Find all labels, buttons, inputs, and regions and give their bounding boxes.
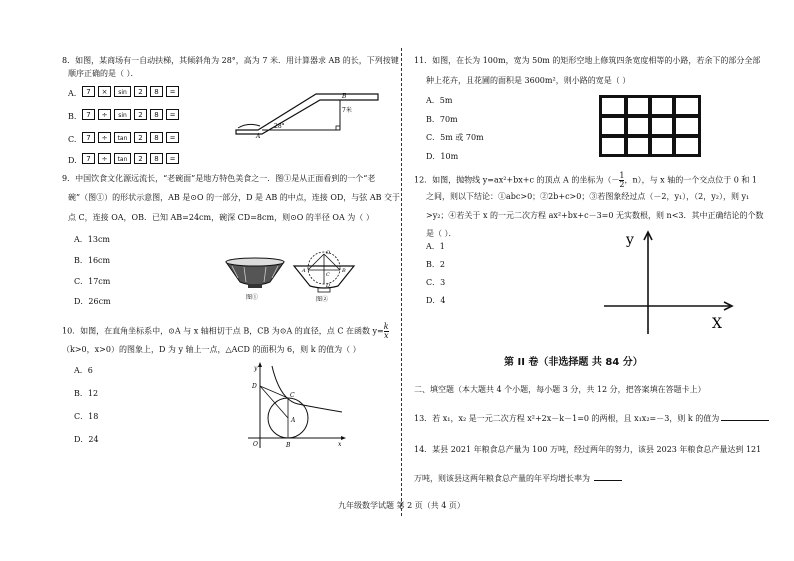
key-equals: = <box>166 153 179 164</box>
q8-stem-line1: 8．如图，某商场有一自动扶梯，其倾斜角为 28°，高为 7 米．用计算器求 AB 的长，下列按键 <box>62 56 399 65</box>
path-cell <box>676 138 698 154</box>
label-b: B <box>342 268 346 274</box>
label-a: A <box>291 417 296 424</box>
path-cell <box>628 98 648 114</box>
q12-frac-num: 1 <box>619 171 625 180</box>
q13-text: 13．若 x₁，x₂ 是一元二次方程 x²+2x－k－1=0 的两根，且 x₁x₂=－3，则 k 的值为 <box>414 414 720 423</box>
label-b: B <box>286 442 291 449</box>
path-cell <box>628 138 648 154</box>
segment-ob <box>324 254 340 270</box>
q9-option-b: B．16cm <box>74 256 111 265</box>
key-equals: = <box>166 132 179 143</box>
key-equals: = <box>166 109 179 120</box>
q9-option-d: D．26cm <box>74 297 111 306</box>
q12-option-a: A．1 <box>426 242 445 251</box>
key-2: 2 <box>134 153 147 164</box>
q12-stem-text-b: ，n），与 x 轴的一个交点位于 0 和 1 <box>624 175 758 185</box>
path-cell <box>676 98 698 114</box>
q10-option-c: C．18 <box>74 412 99 421</box>
key-divide: ÷ <box>98 153 111 164</box>
key-7: 7 <box>82 86 95 97</box>
escalator-angle-label: 28° <box>274 123 285 130</box>
path-cell <box>652 98 672 114</box>
path-cell <box>652 138 672 154</box>
q8-option-d-label: D. <box>68 156 77 165</box>
q8-option-a-label: A. <box>68 89 77 98</box>
axis-x-label: X <box>712 316 722 332</box>
q14-text: 万吨，则该县这两年粮食总产量的年平均增长率为 <box>414 474 590 483</box>
q12-stem-line4: 是（ ）． <box>426 229 457 238</box>
q9-circle-diagram <box>288 248 358 304</box>
q12-option-b: B．2 <box>426 260 445 269</box>
q9-option-a: A．13cm <box>74 235 111 244</box>
bowl-foot <box>248 284 262 288</box>
q12-option-d: D．4 <box>426 296 446 305</box>
key-7: 7 <box>82 153 95 164</box>
q10-option-b: B．12 <box>74 389 99 398</box>
q8-option-c-label: C. <box>68 135 77 144</box>
segment-dc <box>260 386 288 398</box>
q8-option-b-label: B. <box>68 112 77 121</box>
q10-fraction <box>384 323 389 340</box>
q9-fig1-caption: 图① <box>246 294 259 301</box>
q14-stem-line2 <box>414 474 622 484</box>
bowl-rim <box>226 258 284 266</box>
label-y: y <box>254 365 258 372</box>
q8-option-d-keys <box>82 153 179 164</box>
hyperbola-curve <box>272 366 342 412</box>
label-o: O <box>253 441 258 448</box>
q8-option-a-keys <box>82 86 179 97</box>
label-x: x <box>338 441 342 448</box>
q8-option-c-keys <box>82 132 179 143</box>
q8-option-b-keys <box>82 109 179 120</box>
escalator-height-label: 7米 <box>342 107 352 114</box>
q11-stem-line1: 11．如图，在长为 100m，宽为 50m 的矩形空地上修筑四条宽度相等的小路，若余下的部分全部 <box>414 56 761 65</box>
q11-option-a: A．5m <box>426 96 453 105</box>
key-times: × <box>98 86 111 97</box>
q14-answer-blank <box>594 480 622 481</box>
q9-bowl-photo-figure <box>222 252 288 302</box>
q9-stem-line2: 碗”（图①）的形状示意图，AB 是⊙O 的一部分，D 是 AB 的中点，连接 OD，与弦 AB 交于 <box>68 193 401 202</box>
q12-stem-line3: >y₂；④若关于 x 的一元二次方程 ax²+bx+c－3=0 无实数根，则 n<3．其中正确结论的个数 <box>426 211 764 220</box>
path-cell <box>602 98 624 114</box>
escalator-base-curve <box>238 124 260 128</box>
q10-frac-den: x <box>383 331 389 340</box>
path-cell <box>652 118 672 134</box>
key-sin: sin <box>114 109 131 120</box>
key-8: 8 <box>150 109 163 120</box>
escalator-point-b: B <box>342 93 347 100</box>
column-divider <box>401 48 402 516</box>
q10-option-a: A．6 <box>74 366 93 375</box>
key-tan: tan <box>114 132 131 143</box>
q9-option-c: C．17cm <box>74 277 111 286</box>
key-7: 7 <box>82 132 95 143</box>
right-angle-mark <box>336 126 340 130</box>
key-equals: = <box>166 86 179 97</box>
q10-stem-line1 <box>62 323 389 340</box>
q10-stem-text: 10．如图，在直角坐标系中，⊙A 与 x 轴相切于点 B，CB 为⊙A 的直径，点 C 在函数 y= <box>62 326 384 336</box>
q9-stem-line3: 点 C，连接 OA，OB．已知 AB=24cm，碗深 CD=8cm，则⊙O 的半径 OA 为（ ） <box>68 213 374 222</box>
label-o: O <box>326 250 331 256</box>
q13-stem <box>414 414 769 424</box>
escalator-outline <box>236 94 378 134</box>
key-2: 2 <box>134 86 147 97</box>
segment-oa <box>308 254 324 270</box>
key-2: 2 <box>134 109 147 120</box>
q12-axes-figure <box>600 224 740 336</box>
q12-neg-sign: － <box>611 175 620 185</box>
q12-frac-den: 2 <box>619 180 625 189</box>
q11-option-d: D．10m <box>426 152 459 161</box>
q10-stem-line2: （k>0，x>0）的图象上，D 为 y 轴上一点，△ACD 的面积为 6，则 k 的值为（ ） <box>62 345 361 354</box>
q11-garden-grid-figure <box>598 94 702 158</box>
q8-escalator-figure <box>228 78 388 140</box>
x-axis-arrow <box>341 436 346 440</box>
key-divide: ÷ <box>98 132 111 143</box>
label-d: D <box>252 383 257 390</box>
part2-section-heading: 二、填空题（本大题共 4 个小题，每小题 3 分，共 12 分，把答案填在答题卡上） <box>414 385 706 394</box>
axis-y-label: y <box>626 232 634 248</box>
key-7: 7 <box>82 109 95 120</box>
q11-option-b: B．70m <box>426 115 458 124</box>
page-footer: 九年级数学试题 第 2 页（共 4 页） <box>338 501 465 510</box>
q10-option-d: D．24 <box>74 435 99 444</box>
q11-option-c: C．5m 或 70m <box>426 133 484 142</box>
label-d: D <box>326 283 331 289</box>
q12-stem-line1 <box>414 172 757 189</box>
path-cell <box>602 138 624 154</box>
key-sin: sin <box>114 86 131 97</box>
y-axis-arrow <box>258 362 262 367</box>
q12-stem-line2: 之间，则以下结论：①abc>0；②2b+c>0；③若图象经过点（－2，y₁），（2，y₂），则 y₁ <box>426 192 750 201</box>
key-2: 2 <box>134 132 147 143</box>
q13-answer-blank <box>721 420 769 421</box>
part2-title: 第 II 卷（非选择题 共 84 分） <box>504 357 643 368</box>
q9-stem-line1: 9．中国饮食文化源远流长，“老碗面”是地方特色美食之一．图①是从正面看到的一个“老 <box>62 174 376 183</box>
key-divide: ÷ <box>98 109 111 120</box>
q12-stem-text-a: 12．如图，抛物线 y=ax²+bx+c 的顶点 A 的坐标为（ <box>414 175 612 185</box>
path-cell <box>628 118 648 134</box>
path-cell <box>602 118 624 134</box>
q12-option-c: C．3 <box>426 278 446 287</box>
q9-fig2-caption: 图② <box>316 296 329 303</box>
q10-coordinate-figure <box>238 360 348 452</box>
label-c: C <box>290 392 295 399</box>
path-cell <box>676 118 698 134</box>
escalator-point-a: A <box>256 133 261 140</box>
label-c: C <box>326 272 330 278</box>
label-a: A <box>302 268 306 274</box>
q8-stem-line2: 顺序正确的是（ ）． <box>68 69 139 78</box>
segment-da <box>260 386 288 418</box>
key-8: 8 <box>150 86 163 97</box>
key-tan: tan <box>114 153 131 164</box>
q10-frac-num: k <box>383 322 389 331</box>
q14-stem-line1: 14．某县 2021 年粮食总产量为 100 万吨，经过两年的努力，该县 2023 年粮食总产量达到 121 <box>414 445 762 454</box>
key-8: 8 <box>150 132 163 143</box>
key-8: 8 <box>150 153 163 164</box>
q11-stem-line2: 种上花卉，且花圃的面积是 3600m²，则小路的宽是（ ） <box>426 76 631 85</box>
